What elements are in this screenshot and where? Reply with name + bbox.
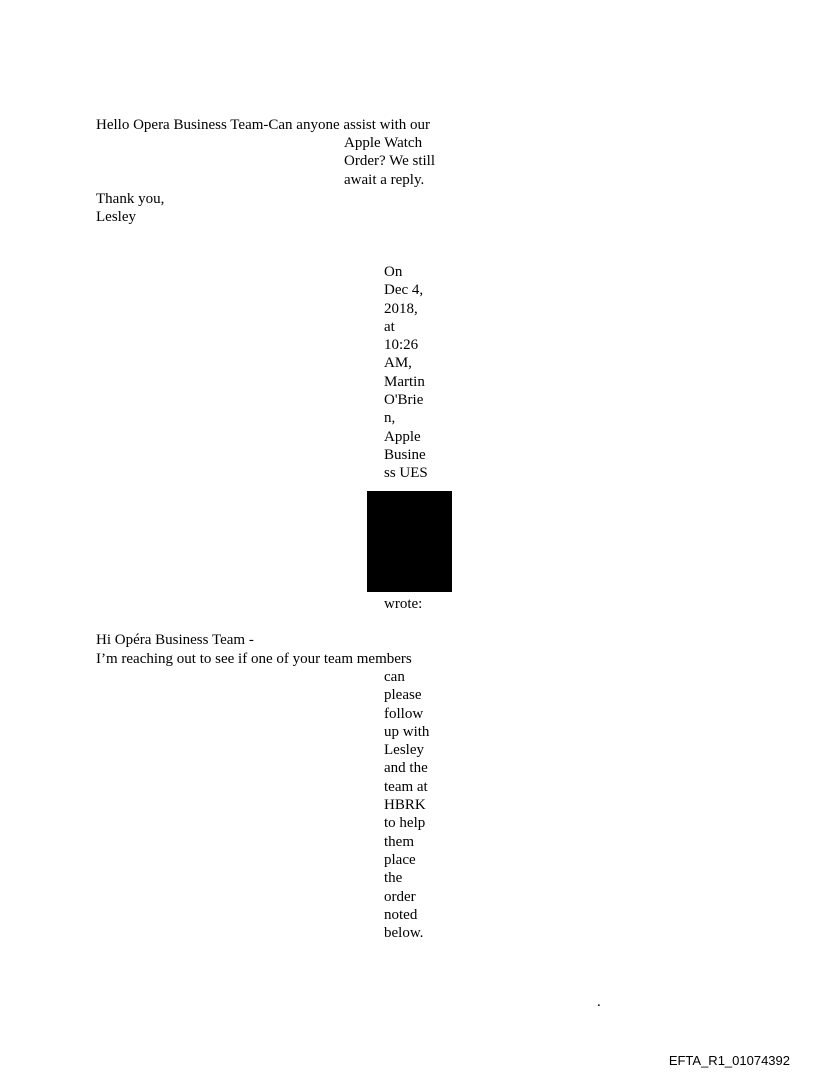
message2-wrap-line: to help — [384, 815, 426, 832]
message1-wrap — [344, 134, 435, 189]
quote-header-line: On — [384, 264, 403, 280]
message1-wrap-line: await a reply. — [344, 171, 425, 188]
document-id: EFTA_R1_01074392 — [668, 1053, 790, 1068]
message1-closing: Thank you, — [96, 191, 165, 207]
message2-greeting: Hi Opéra Business Team - — [96, 632, 254, 648]
quote-header-line: Dec 4, — [384, 282, 424, 299]
message2-wrap-line: order — [384, 888, 416, 905]
message1-line1: Hello Opera Business Team-Can anyone assist with our — [96, 117, 431, 133]
message2-wrap — [384, 668, 429, 942]
message2-wrap-line: Lesley — [384, 742, 424, 759]
quote-header-line: 10:26 — [384, 337, 419, 354]
quote-header-line: n, — [384, 410, 396, 427]
message2-wrap-line: below. — [384, 925, 424, 942]
quote-header-line: O'Brie — [384, 392, 424, 409]
message2-wrap-line: the — [384, 870, 403, 887]
message1-wrap-line: Apple Watch — [344, 135, 423, 151]
quote-header-wrote: wrote: — [384, 596, 423, 612]
quote-header-line: at — [384, 318, 395, 335]
message2-wrap-line: can — [384, 669, 405, 685]
quote-header-line: 2018, — [384, 300, 418, 317]
message2-wrap-line: them — [384, 833, 414, 850]
quote-header — [384, 263, 428, 483]
stray-dot: . — [597, 994, 601, 1010]
message2-wrap-line: follow — [384, 705, 424, 722]
message2-wrap-line: team at — [384, 778, 428, 795]
message2-wrap-line: please — [384, 687, 422, 704]
quote-header-line: Busine — [384, 446, 426, 463]
message1-wrap-line: Order? We still — [344, 153, 435, 170]
message2-wrap-line: up with — [384, 723, 430, 740]
quote-header-line: AM, — [384, 355, 412, 372]
message1-signature: Lesley — [96, 209, 136, 225]
message2-line1: I’m reaching out to see if one of your team members — [96, 651, 412, 667]
message2-wrap-line: noted — [384, 906, 418, 923]
message2-wrap-line: and the — [384, 760, 428, 777]
redaction-block — [367, 491, 452, 592]
message2-wrap-line: place — [384, 851, 416, 868]
message2-wrap-line: HBRK — [384, 797, 426, 814]
quote-header-line: Apple — [384, 428, 421, 445]
quote-header-line: Martin — [384, 373, 425, 390]
quote-header-line: ss UES — [384, 465, 428, 482]
